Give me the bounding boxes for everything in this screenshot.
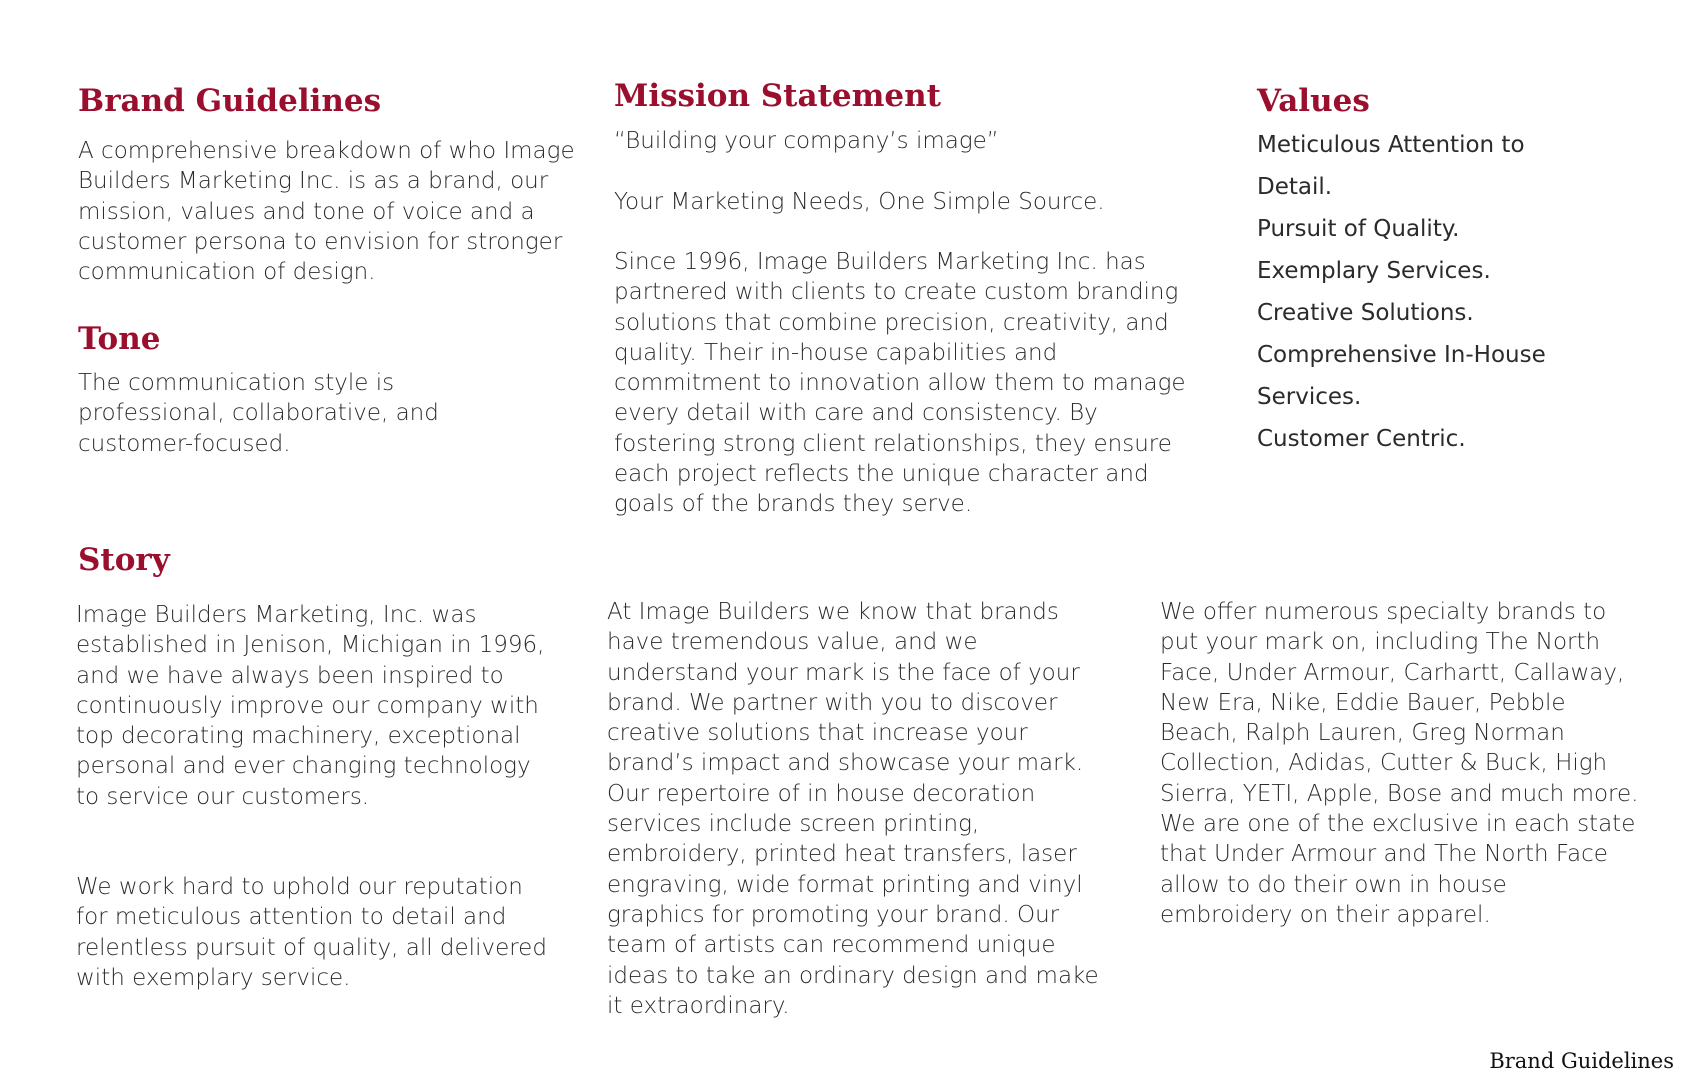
value-item: Meticulous Attention to Detail. <box>1257 132 1525 200</box>
brand-guidelines-body: A comprehensive breakdown of who Image Builders Marketing Inc. is as a brand, our mission, values and tone of voice and a customer persona to envision for stronger communication of design. <box>78 138 575 286</box>
values-heading: Values <box>1257 83 1370 119</box>
values-list <box>1257 124 1587 460</box>
brand-guidelines-heading: Brand Guidelines <box>78 83 382 119</box>
tone-body: The communication style is professional, collaborative, and customer-focused. <box>78 370 439 457</box>
story-heading: Story <box>78 542 170 578</box>
value-item: Creative Solutions. <box>1257 300 1474 326</box>
footer-label: Brand Guidelines <box>1489 1049 1674 1073</box>
mission-statement-heading: Mission Statement <box>614 78 941 114</box>
tone-heading: Tone <box>78 321 161 357</box>
story-col1-paragraph-1: Image Builders Marketing, Inc. was established in Jenison, Michigan in 1996, and we have always been inspired to continuously improve our company with top decorating machinery, exceptional personal and ever changing technology to service our customers. <box>76 602 545 810</box>
value-item: Comprehensive In-House Services. <box>1257 342 1546 410</box>
story-col1-paragraph-2: We work hard to uphold our reputation for meticulous attention to detail and relentless pursuit of quality, all delivered with exemplary service. <box>76 874 547 991</box>
story-col3-paragraph: We offer numerous specialty brands to put your mark on, including The North Face, Under Armour, Carhartt, Callaway, New Era, Nike, Eddie Bauer, Pebble Beach, Ralph Lauren, Greg Norman Collection, Adidas, Cutter & Buck, High Sierra, YETI, Apple, Bose and much more. We are one of the exclusive in each state that Under Armour and The North Face allow to do their own in house embroidery on their apparel. <box>1160 599 1639 928</box>
story-col2-paragraph: At Image Builders we know that brands have tremendous value, and we understand your mark is the face of your brand. We partner with you to discover creative solutions that increase your brand’s impact and showcase your mark. Our repertoire of in house decoration services include screen printing, embroidery, printed heat transfers, laser engraving, wide format printing and vinyl graphics for promoting your brand. Our team of artists can recommend unique ideas to take an ordinary design and make it extraordinary. <box>607 599 1099 1019</box>
value-item: Exemplary Services. <box>1257 258 1491 284</box>
value-item: Pursuit of Quality. <box>1257 216 1460 242</box>
value-item: Customer Centric. <box>1257 426 1466 452</box>
mission-body: Since 1996, Image Builders Marketing Inc. has partnered with clients to create custom branding solutions that combine precision, creativity, and quality. Their in-house capabilities and commitment to innovation allow them to manage every detail with care and consistency. By fostering strong client relationships, they ensure each project reflects the unique character and goals of the brands they serve. <box>614 249 1186 518</box>
mission-quote: “Building your company’s image” <box>614 128 999 154</box>
mission-tagline: Your Marketing Needs, One Simple Source. <box>614 189 1105 215</box>
